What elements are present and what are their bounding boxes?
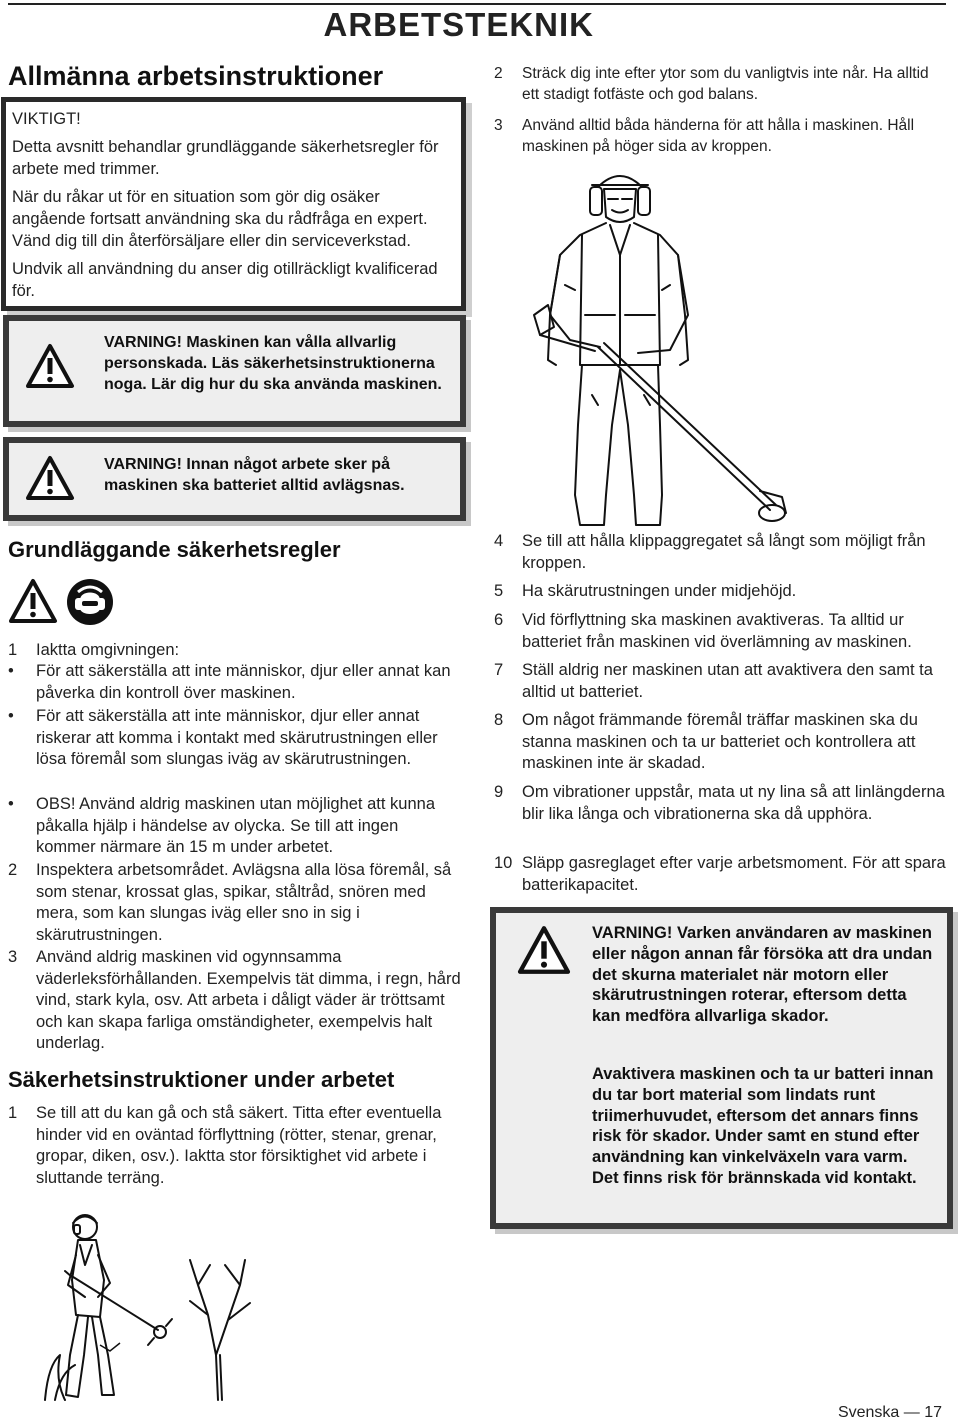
warning-box-2 [3,437,466,521]
operator-stance-illustration [520,165,800,530]
important-p1: Detta avsnitt behandlar grundläggande säkerhetsregler för arbete med trimmer. [12,138,439,178]
basic-rules-title: Grundläggande säkerhetsregler [8,537,341,562]
trimming-worker-illustration [40,1205,270,1405]
page-title: Allmänna arbetsinstruktioner [8,61,384,91]
warning-triangle-icon [516,925,572,975]
page-number: Svenska — 17 [837,1404,942,1421]
warning-triangle-icon [25,343,75,389]
warning-2-text: VARNING! Innan något arbete sker på maskinen ska batteriet alltid avlägsnas. [104,456,405,494]
warning-triangle-icon [8,578,58,624]
warning-box-3 [490,907,953,1229]
important-box [1,97,466,311]
important-label: VIKTIGT! [12,110,81,128]
warning-1-text: VARNING! Maskinen kan vålla allvarlig personskada. Läs säkerhetsinstruktionerna noga. Lär dig hur du ska använda maskinen. [104,334,442,393]
warning-3-text-1: VARNING! Varken användaren av maskinen eller någon annan får försöka att dra undan det skurna materialet när motorn eller skärutrustningen roterar, eftersom detta kan medföra allvarliga skador. [592,924,933,1026]
header-rule [8,3,946,5]
warning-triangle-icon [25,455,75,501]
warning-3-text-2: Avaktivera maskinen och ta ur batteri innan du tar bort material som lindats runt triimerhuvudet, eftersom det annars finns risk för skador. Under samt en stund efter användning kan vinkelväxeln vara varm. Det finns risk för brännskada vid kontakt. [592,1065,934,1187]
important-p2: När du råkar ut för en situation som gör dig osäker angående fortsatt användning ska du rådfråga en expert. Vänd dig till din återförsäljare eller din serviceverkstad. [12,188,428,250]
important-p3: Undvik all användning du anser dig otillräckligt kvalificerad för. [12,260,438,300]
warning-box-1 [3,315,466,427]
work-rules-title: Säkerhetsinstruktioner under arbetet [8,1067,395,1092]
protective-gear-icon [66,578,114,626]
section-title: ARBETSTEKNIK [323,6,594,43]
